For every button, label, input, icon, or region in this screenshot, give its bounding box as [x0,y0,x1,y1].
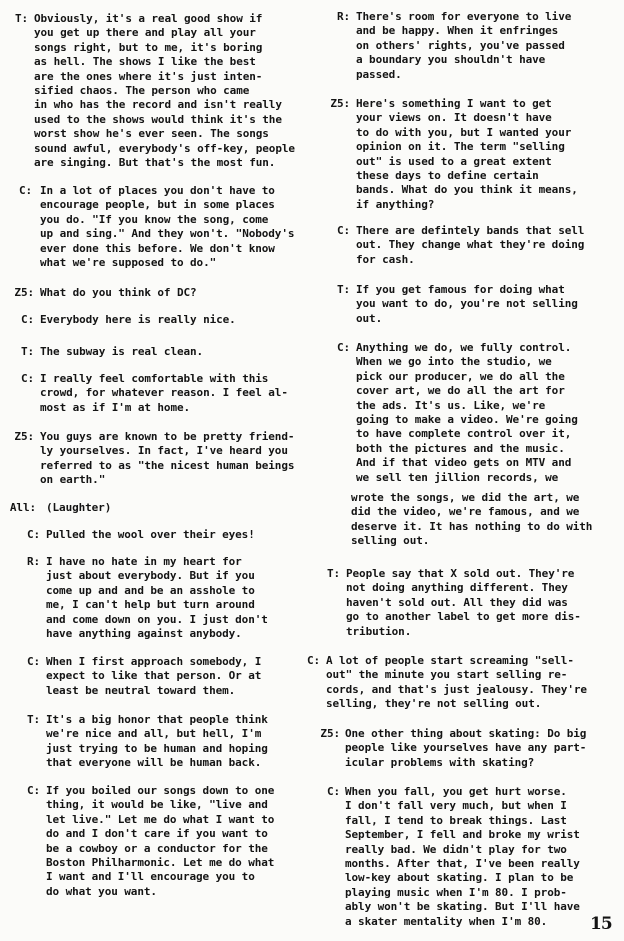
speaker-label: C: [336,224,350,237]
text-line: up and sing." And they won't. "Nobody's [40,227,295,241]
text-line: bands. What do you think it means, [356,183,578,197]
text-line: And if that video gets on MTV and [356,456,572,470]
text-line: to do with you, but I wanted your [356,125,572,139]
text-line: to have complete control over it, [356,427,572,441]
speaker-label: T: [336,283,350,296]
text-line: I don't fall very much, but when I [345,799,567,813]
dialogue-entry [20,345,204,359]
dialogue-entry [336,341,578,485]
text-line: crowd, for whatever reason. I feel al- [40,386,288,400]
text-line: There's room for everyone to live [356,10,572,23]
dialogue-entry [306,654,587,712]
text-line: icular problems with skating? [345,755,535,769]
speaker-label: T: [326,567,340,580]
speaker-label: All: [9,501,36,514]
text-line: low-key about skating. I plan to be [345,871,574,885]
dialogue-entry [26,784,275,899]
text-line: me, I can't help but turn around [46,598,255,612]
text-line: out. They change what they're doing [356,238,585,252]
text-line: are the ones where it's just inten- [34,69,263,83]
text-line: September, I fell and broke my wrist [345,828,580,842]
text-line: just trying to be human and hoping [46,741,268,755]
text-line: Pulled the wool over their eyes! [46,528,255,541]
dialogue-entry [20,313,236,327]
text-line: the ads. It's us. Like, we're [356,398,546,412]
speaker-label: T: [26,713,40,726]
text-line: on earth." [40,473,106,487]
dialogue-entry [26,555,268,641]
text-line: referred to as "the nicest human beings [40,458,295,472]
text-line: thing, it would be like, "live and [46,798,268,812]
text-line: most as if I'm at home. [40,400,191,414]
text-line: wrote the songs, we did the art, we [351,491,580,504]
text-line: A lot of people start screaming "sell- [326,654,574,667]
text-line: you get up there and play all your [34,26,256,40]
text-line: these days to define certain [356,169,539,183]
text-line: people like yourselves have any part- [345,741,587,755]
text-line: did the video, we're famous, and we [351,505,580,519]
speaker-label: T: [20,345,34,358]
text-line: fall, I tend to break things. Last [345,813,567,827]
text-line: sound awful, everybody's off-key, people [34,141,295,155]
text-line: I really feel comfortable with this [40,372,269,385]
speaker-label: Z5: [320,727,340,740]
text-line: When I first approach somebody, I [46,655,262,668]
text-line: opinion on it. The term "selling [356,140,565,154]
text-line: on others' rights, you've passed [356,38,565,52]
text-line: have anything against anybody. [46,627,242,641]
dialogue-entry [336,10,572,82]
text-line: that everyone will be human back. [46,756,262,770]
speaker-label: C: [26,528,40,541]
dialogue-entry [14,286,197,300]
dialogue-entry [326,785,580,929]
text-line: I want and I'll encourage you to [46,870,255,884]
speaker-label: C: [20,313,34,326]
dialogue-entry [14,12,295,170]
speaker-label: C: [306,654,320,667]
speaker-label: C: [326,785,340,798]
text-line: a skater mentality when I'm 80. [345,914,548,928]
speaker-label: Z5: [14,430,34,443]
text-line: cords, and that's just jealousy. They're [326,682,587,696]
dialogue-entry [320,727,587,770]
text-line: you want to do, you're not selling [356,297,578,311]
speaker-label: R: [336,10,350,23]
speaker-label: C: [20,372,34,385]
text-line: When we go into the studio, we [356,355,552,369]
dialogue-entry [336,283,578,326]
text-line: out" the minute you start selling re- [326,668,568,682]
speaker-label: T: [14,12,28,25]
text-line: If you boiled our songs down to one [46,784,275,797]
text-line: pick our producer, we do all the [356,369,565,383]
dialogue-entry [26,713,268,771]
text-line: selling out. [351,534,430,548]
text-line: ably won't be skating. But I'll have [345,900,580,914]
dialogue-entry [14,430,295,488]
text-line: Obviously, it's a real good show if [34,12,263,25]
text-line: your views on. It doesn't have [356,111,552,125]
dialogue-entry [330,97,578,212]
speaker-label: R: [26,555,40,568]
text-line: and be happy. When it enfringes [356,24,559,38]
text-line: and come down on you. I just don't [46,612,268,626]
text-line: a boundary you shouldn't have [356,53,546,67]
text-line: for cash. [356,252,415,266]
text-line: You guys are known to be pretty friend- [40,430,295,443]
text-line: worst show he's ever seen. The songs [34,127,269,141]
text-line: (Laughter) [46,501,112,514]
text-line: as hell. The shows I like the best [34,55,256,69]
text-line: months. After that, I've been really [345,857,580,871]
text-line: ever done this before. We don't know [40,241,275,255]
text-line: out" is used to a great extent [356,154,552,168]
text-line: People say that X sold out. They're [346,567,575,580]
text-line: do what you want. [46,884,157,898]
text-line: playing music when I'm 80. I prob- [345,885,567,899]
text-line: One other thing about skating: Do big [345,727,587,740]
text-line: we sell ten jillion records, we [356,470,559,484]
text-line: go to another label to get more dis- [346,610,581,624]
text-line: songs right, but to me, it's boring [34,40,263,54]
text-line: There are defintely bands that sell [356,224,585,237]
text-line: Boston Philharmonic. Let me do what [46,856,275,870]
text-line: selling, they're not selling out. [326,697,542,711]
dialogue-entry [9,501,112,515]
text-line: really bad. We didn't play for two [345,842,567,856]
text-line: haven't sold out. All they did was [346,595,568,609]
text-line: let live." Let me do what I want to [46,812,275,826]
text-line: what we're supposed to do." [40,256,217,270]
page-number: 15 [590,914,612,934]
text-line: expect to like that person. Or at [46,669,262,683]
speaker-label: C: [26,784,40,797]
text-line: in who has the record and isn't really [34,98,282,112]
text-line: What do you think of DC? [40,286,197,299]
dialogue-entry [18,184,295,270]
text-line: do and I don't care if you want to [46,827,268,841]
text-line: It's a big honor that people think [46,713,268,726]
text-line: When you fall, you get hurt worse. [345,785,567,798]
text-line: Here's something I want to get [356,97,552,110]
text-line: just about everybody. But if you [46,569,255,583]
dialogue-entry [351,491,592,549]
text-line: are singing. But that's the most fun. [34,156,276,170]
text-line: we're nice and all, but hell, I'm [46,727,262,741]
speaker-label: C: [26,655,40,668]
text-line: tribution. [346,624,412,638]
dialogue-entry [336,224,585,267]
text-line: you do. "If you know the song, come [40,212,269,226]
text-line: be a cowboy or a conductor for the [46,841,268,855]
text-line: Anything we do, we fully control. [356,341,572,354]
text-line: Everybody here is really nice. [40,313,236,326]
speaker-label: C: [336,341,350,354]
text-line: used to the shows would think it's the [34,112,282,126]
text-line: sified chaos. The person who came [34,84,250,98]
text-line: The subway is real clean. [40,345,204,358]
text-line: not doing anything different. They [346,581,568,595]
speaker-label: C: [18,184,32,197]
text-line: cover art, we do all the art for [356,384,565,398]
speaker-label: Z5: [330,97,350,110]
text-line: deserve it. It has nothing to do with [351,519,593,533]
dialogue-entry [326,567,581,639]
text-line: passed. [356,67,402,81]
text-line: out. [356,311,383,325]
text-line: ly yourselves. In fact, I've heard you [40,444,288,458]
dialogue-entry [26,655,262,698]
text-line: If you get famous for doing what [356,283,565,296]
text-line: come up and and be an asshole to [46,583,255,597]
text-line: both the pictures and the music. [356,441,565,455]
speaker-label: Z5: [14,286,34,299]
dialogue-entry [20,372,288,415]
text-line: going to make a video. We're going [356,413,578,427]
text-line: least be neutral toward them. [46,683,236,697]
text-line: encourage people, but in some places [40,198,275,212]
text-line: I have no hate in my heart for [46,555,242,568]
text-line: In a lot of places you don't have to [40,184,275,197]
dialogue-entry [26,528,255,542]
text-line: if anything? [356,197,435,211]
